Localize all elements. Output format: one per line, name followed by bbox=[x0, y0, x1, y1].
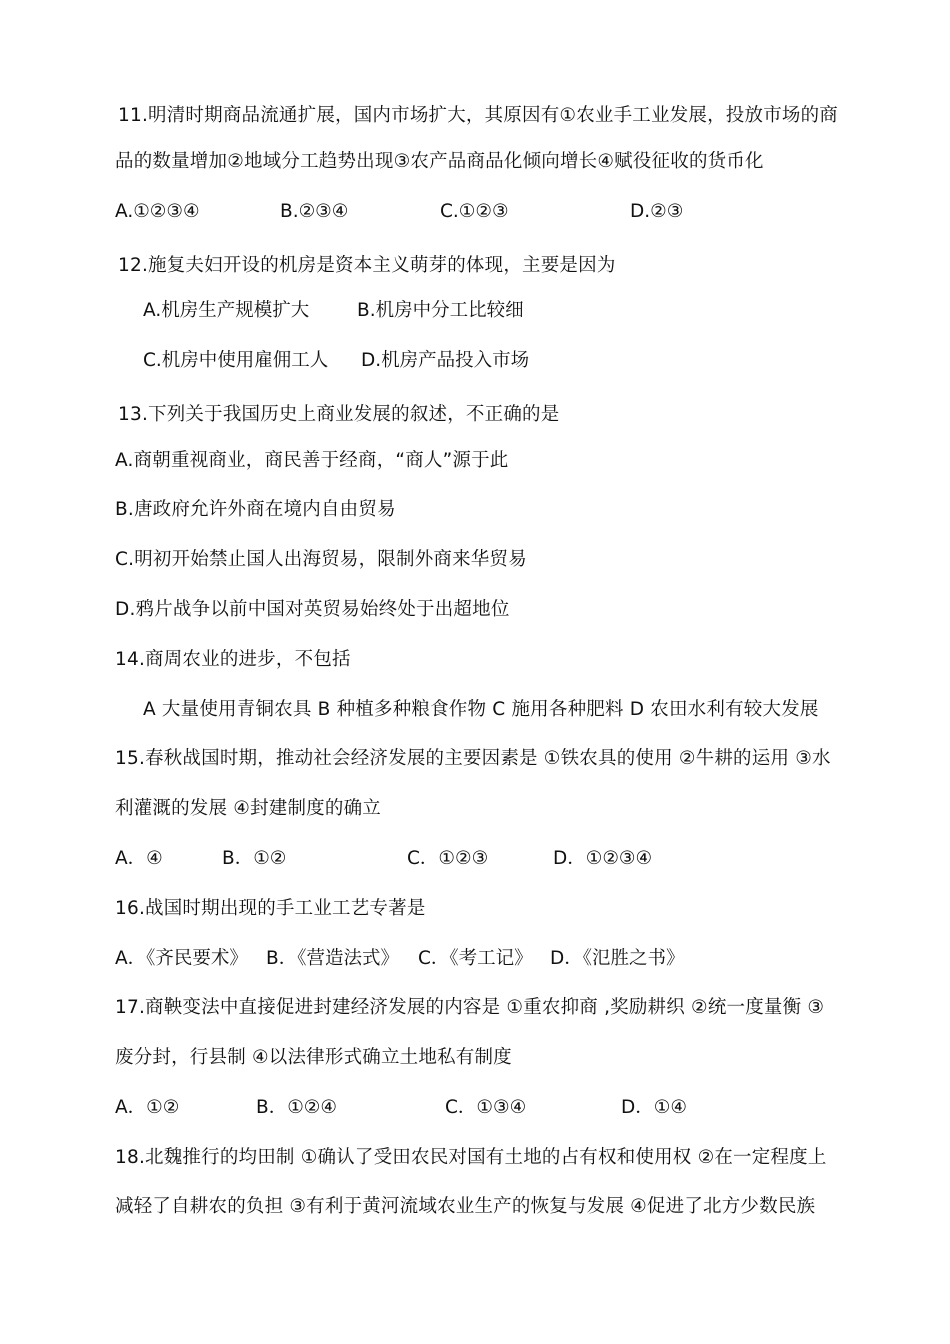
q15-option-d: D．①②③④ bbox=[553, 848, 653, 869]
q12-option-a: A.机房生产规模扩大 bbox=[143, 300, 310, 321]
q11-option-d: D.②③ bbox=[630, 201, 684, 222]
q14-stem: 14.商周农业的进步，不包括 bbox=[115, 649, 351, 670]
q11-stem-line1: 11.明清时期商品流通扩展，国内市场扩大，其原因有①农业手工业发展，投放市场的商 bbox=[118, 105, 839, 126]
q13-option-c: C.明初开始禁止国人出海贸易，限制外商来华贸易 bbox=[115, 549, 527, 570]
q15-stem-line1: 15.春秋战国时期，推动社会经济发展的主要因素是 ①铁农具的使用 ②牛耕的运用 ③水 bbox=[115, 748, 831, 769]
q12-stem: 12.施复夫妇开设的机房是资本主义萌芽的体现，主要是因为 bbox=[118, 255, 616, 276]
q11-option-c: C.①②③ bbox=[440, 201, 509, 222]
q16-option-c: C．《考工记》 bbox=[418, 948, 533, 969]
q12-option-c: C.机房中使用雇佣工人 bbox=[143, 350, 329, 371]
q15-option-a: A．④ bbox=[115, 848, 163, 869]
q17-stem-line1: 17.商鞅变法中直接促进封建经济发展的内容是 ①重农抑商 ,奖励耕织 ②统一度量衡 ③ bbox=[115, 997, 825, 1018]
q16-stem: 16.战国时期出现的手工业工艺专著是 bbox=[115, 898, 426, 919]
q11-option-a: A.①②③④ bbox=[115, 201, 200, 222]
q13-option-a: A.商朝重视商业，商民善于经商，“商人”源于此 bbox=[115, 450, 509, 471]
q11-option-b: B.②③④ bbox=[280, 201, 349, 222]
q18-stem-line2: 减轻了自耕农的负担 ③有利于黄河流域农业生产的恢复与发展 ④促进了北方少数民族 bbox=[115, 1196, 816, 1217]
q13-option-d: D.鸦片战争以前中国对英贸易始终处于出超地位 bbox=[115, 599, 510, 620]
q16-option-b: B．《营造法式》 bbox=[266, 948, 399, 969]
q14-options: A 大量使用青铜农具 B 种植多种粮食作物 C 施用各种肥料 D 农田水利有较大发展 bbox=[143, 699, 819, 720]
q13-option-b: B.唐政府允许外商在境内自由贸易 bbox=[115, 499, 396, 520]
q18-stem-line1: 18.北魏推行的均田制 ①确认了受田农民对国有土地的占有权和使用权 ②在一定程度上 bbox=[115, 1147, 827, 1168]
q17-option-d: D．①④ bbox=[621, 1097, 687, 1118]
q17-option-b: B．①②④ bbox=[256, 1097, 337, 1118]
q16-option-a: A．《齐民要术》 bbox=[115, 948, 248, 969]
q17-stem-line2: 废分封，行县制 ④以法律形式确立土地私有制度 bbox=[115, 1047, 512, 1068]
q17-option-a: A．①② bbox=[115, 1097, 180, 1118]
q12-option-d: D.机房产品投入市场 bbox=[361, 350, 530, 371]
q15-option-b: B．①② bbox=[222, 848, 287, 869]
q13-stem: 13.下列关于我国历史上商业发展的叙述，不正确的是 bbox=[118, 404, 560, 425]
q15-option-c: C．①②③ bbox=[407, 848, 489, 869]
q15-stem-line2: 利灌溉的发展 ④封建制度的确立 bbox=[115, 798, 381, 819]
q17-option-c: C．①③④ bbox=[445, 1097, 527, 1118]
q12-option-b: B.机房中分工比较细 bbox=[357, 300, 524, 321]
q16-option-d: D．《氾胜之书》 bbox=[550, 948, 685, 969]
q11-stem-line2: 品的数量增加②地域分工趋势出现③农产品商品化倾向增长④赋役征收的货币化 bbox=[115, 151, 764, 172]
